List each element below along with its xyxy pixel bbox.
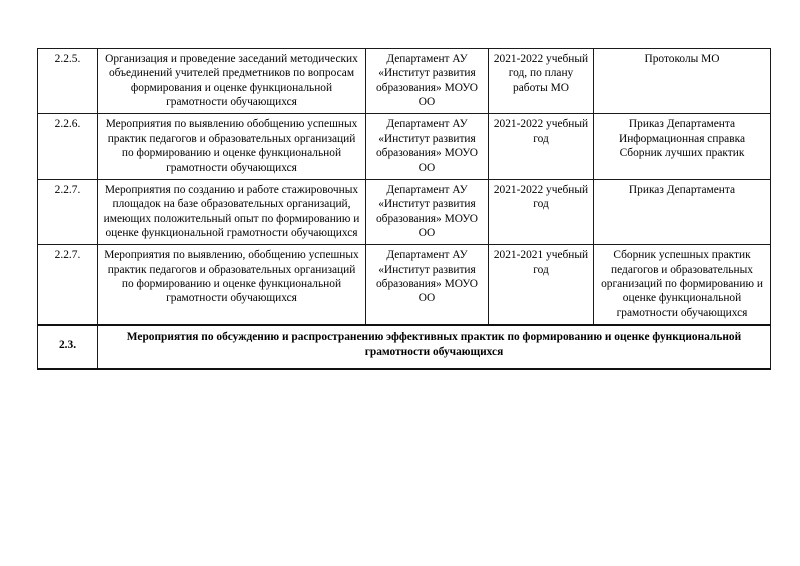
cell-result: Приказ Департамента xyxy=(594,179,771,244)
cell-index: 2.2.5. xyxy=(38,49,98,114)
cell-action: Организация и проведение заседаний методических объединений учителей предметников по вопросам формирования и оценке функциональной грамотности обучающихся xyxy=(98,49,366,114)
cell-executor: Департамент АУ «Институт развития образования» МОУО ОО xyxy=(366,179,489,244)
section-summary-row xyxy=(38,325,771,369)
cell-term: 2021-2021 учебный год xyxy=(489,245,594,325)
action-plan-table xyxy=(37,48,771,370)
cell-executor: Департамент АУ «Институт развития образования» МОУО ОО xyxy=(366,114,489,179)
table-body xyxy=(38,49,771,369)
cell-action: Мероприятия по выявлению, обобщению успешных практик педагогов и образовательных организаций по формированию и оценке функциональной грамотности обучающихся xyxy=(98,245,366,325)
cell-term: 2021-2022 учебный год, по плану работы МО xyxy=(489,49,594,114)
table-row xyxy=(38,179,771,244)
cell-index: 2.2.7. xyxy=(38,179,98,244)
table-row xyxy=(38,49,771,114)
cell-section-title: Мероприятия по обсуждению и распространению эффективных практик по формированию и оценке функциональной грамотности обучающихся xyxy=(98,325,771,369)
cell-result: Сборник успешных практик педагогов и образовательных организаций по формированию и оценке функциональной грамотности обучающихся xyxy=(594,245,771,325)
cell-executor: Департамент АУ «Институт развития образования» МОУО ОО xyxy=(366,49,489,114)
cell-index: 2.2.7. xyxy=(38,245,98,325)
cell-executor: Департамент АУ «Институт развития образования» МОУО ОО xyxy=(366,245,489,325)
cell-result: Приказ Департамента Информационная справка Сборник лучших практик xyxy=(594,114,771,179)
cell-action: Мероприятия по созданию и работе стажировочных площадок на базе образовательных организаций, имеющих положительный опыт по формированию и оценке функциональной грамотности обучающихся xyxy=(98,179,366,244)
cell-index: 2.2.6. xyxy=(38,114,98,179)
cell-result: Протоколы МО xyxy=(594,49,771,114)
cell-term: 2021-2022 учебный год xyxy=(489,179,594,244)
table-row xyxy=(38,245,771,325)
table-row xyxy=(38,114,771,179)
cell-term: 2021-2022 учебный год xyxy=(489,114,594,179)
cell-action: Мероприятия по выявлению обобщению успешных практик педагогов и образовательных организаций по формированию и оценке функциональной грамотности обучающихся xyxy=(98,114,366,179)
cell-section-index: 2.3. xyxy=(38,325,98,369)
